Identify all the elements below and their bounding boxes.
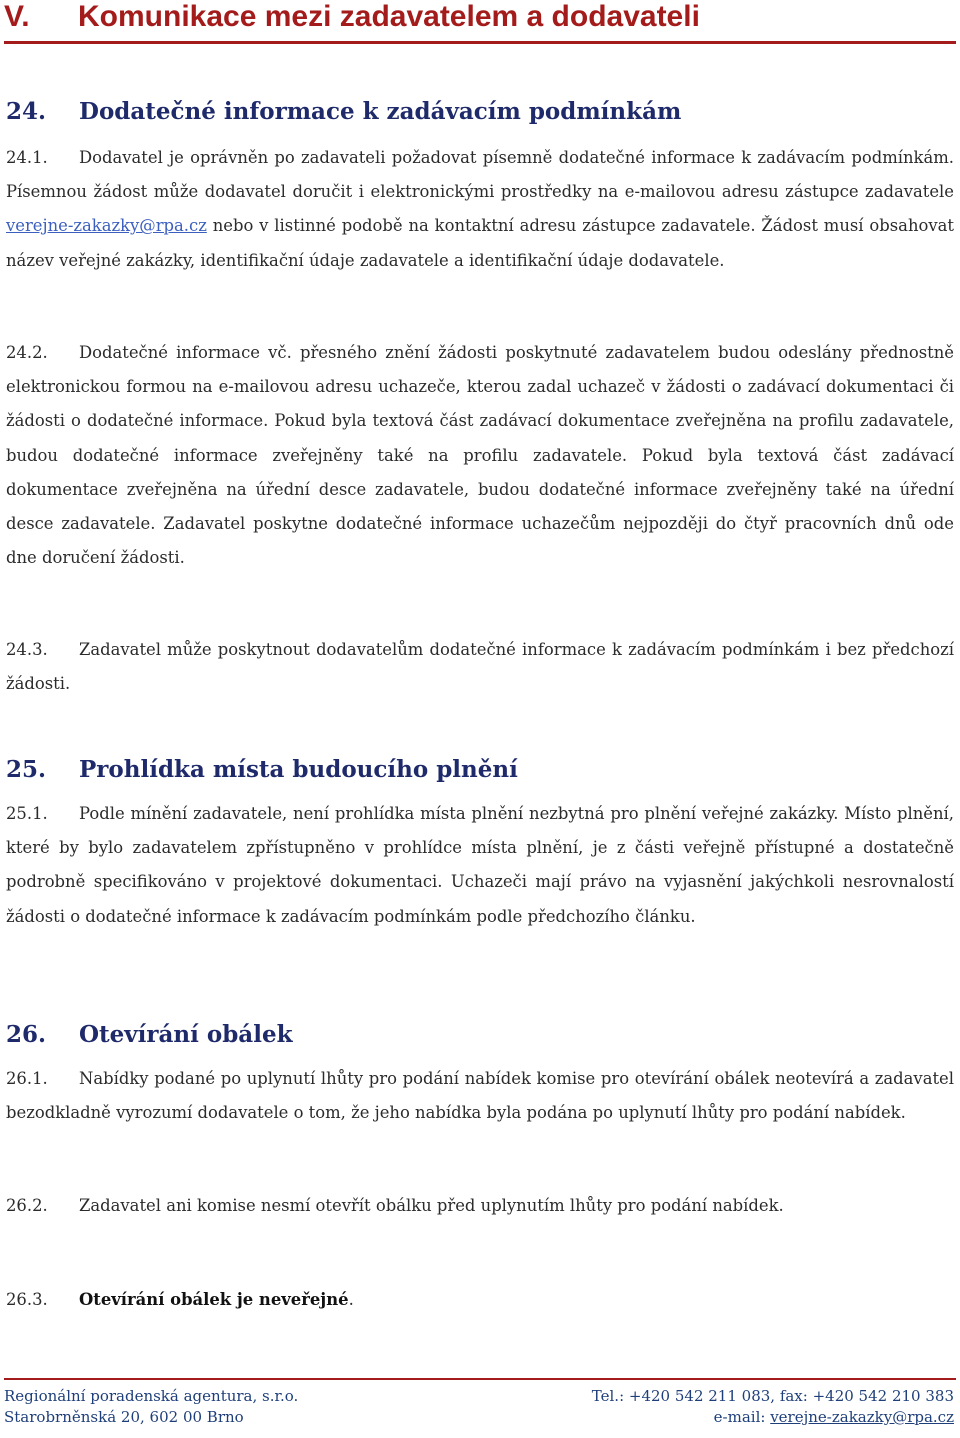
footer-phone: Tel.: +420 542 211 083, fax: +420 542 210 383 <box>591 1387 954 1405</box>
paragraph-text: Podle mínění zadavatele, není prohlídka místa plnění nezbytná pro plnění veřejné zakázky. Místo plnění, které by bylo zadavatelem zpřístupněno v prohlídce místa plnění, je z části veřejně přístupné a dostatečně podrobně specifikováno v projektové dokumentaci. Uchazeči mají právo na vyjasnění jakýchkoli nesrovnalostí žádosti o dodatečné informace k zadávacím podmínkám podle předchozího článku. <box>6 804 954 926</box>
paragraph-number: 24.2. <box>6 343 48 362</box>
paragraph-text: Dodatečné informace vč. přesného znění žádosti poskytnuté zadavatelem budou odeslány přednostně elektronickou formou na e-mailovou adresu uchazeče, kterou zadal uchazeč v žádosti o zadávací dokumentaci či žádosti o dodatečné informace. Pokud byla textová část zadávací dokumentace zveřejněna na profilu zadavatele, budou dodatečné informace zveřejněny také na profilu zadavatele. Pokud byla textová část zadávací dokumentace zveřejněna na úřední desce zadavatele, budou dodatečné informace zveřejněny také na úřední desce zadavatele. Zadavatel poskytne dodatečné informace uchazečům nejpozději do čtyř pracovních dnů ode dne doručení žádosti. <box>6 343 954 568</box>
heading-24 <box>6 97 956 127</box>
paragraph-24-1 <box>6 141 954 278</box>
heading-number: 24. <box>6 98 47 125</box>
section-divider <box>4 41 956 44</box>
heading-26 <box>6 1020 956 1050</box>
paragraph-25-1 <box>6 797 954 934</box>
paragraph-number: 24.3. <box>6 640 48 659</box>
paragraph-24-2 <box>6 336 954 575</box>
paragraph-number: 26.1. <box>6 1069 48 1088</box>
heading-number: 25. <box>6 756 47 783</box>
heading-25 <box>6 755 956 785</box>
paragraph-text: nebo v listinné podobě na kontaktní adresu zástupce zadavatele. Žádost musí obsahovat název veřejné zakázky, identifikační údaje zadavatele a identifikační údaje dodavatele. <box>6 216 954 270</box>
section-title: Komunikace mezi zadavatelem a dodavateli <box>78 0 700 33</box>
footer-email-link[interactable]: verejne-zakazky@rpa.cz <box>770 1408 954 1426</box>
heading-title: Dodatečné informace k zadávacím podmínkám <box>79 98 682 125</box>
paragraph-26-3 <box>6 1283 954 1317</box>
footer-email-line <box>592 1407 954 1428</box>
paragraph-text: Nabídky podané po uplynutí lhůty pro podání nabídek komise pro otevírání obálek neotevírá a zadavatel bezodkladně vyrozumí dodavatele o tom, že jeho nabídka byla podána po uplynutí lhůty pro podání nabídek. <box>6 1069 954 1123</box>
footer-divider <box>4 1378 956 1380</box>
paragraph-26-2 <box>6 1189 954 1223</box>
paragraph-bold-text: Otevírání obálek je neveřejné <box>79 1290 349 1309</box>
footer-address: Starobrněnská 20, 602 00 Brno <box>4 1408 244 1426</box>
section-number: V. <box>4 0 30 33</box>
paragraph-text: Dodavatel je oprávněn po zadavateli požadovat písemně dodatečné informace k zadávacím podmínkám. Písemnou žádost může dodavatel doručit i elektronickými prostředky na e-mailovou adresu zástupce zadavatele <box>6 148 954 202</box>
paragraph-number: 25.1. <box>6 804 48 823</box>
paragraph-text: Zadavatel může poskytnout dodavatelům dodatečné informace k zadávacím podmínkám i bez předchozí žádosti. <box>6 640 954 694</box>
footer-company: Regionální poradenská agentura, s.r.o. <box>4 1387 299 1405</box>
paragraph-24-3 <box>6 633 954 701</box>
footer-email-label: e-mail: <box>713 1408 771 1426</box>
footer-company-block <box>4 1386 298 1428</box>
heading-title: Prohlídka místa budoucího plnění <box>79 756 518 783</box>
paragraph-text: . <box>348 1290 354 1309</box>
paragraph-text: Zadavatel ani komise nesmí otevřít obálku před uplynutím lhůty pro podání nabídek. <box>79 1196 784 1215</box>
paragraph-number: 26.2. <box>6 1196 48 1215</box>
paragraph-number: 26.3. <box>6 1290 48 1309</box>
paragraph-26-1 <box>6 1062 954 1130</box>
heading-title: Otevírání obálek <box>79 1021 293 1048</box>
email-link[interactable]: verejne-zakazky@rpa.cz <box>6 216 207 236</box>
paragraph-number: 24.1. <box>6 148 48 167</box>
footer-contact-block <box>592 1386 954 1428</box>
heading-number: 26. <box>6 1021 47 1048</box>
section-heading <box>4 0 956 34</box>
